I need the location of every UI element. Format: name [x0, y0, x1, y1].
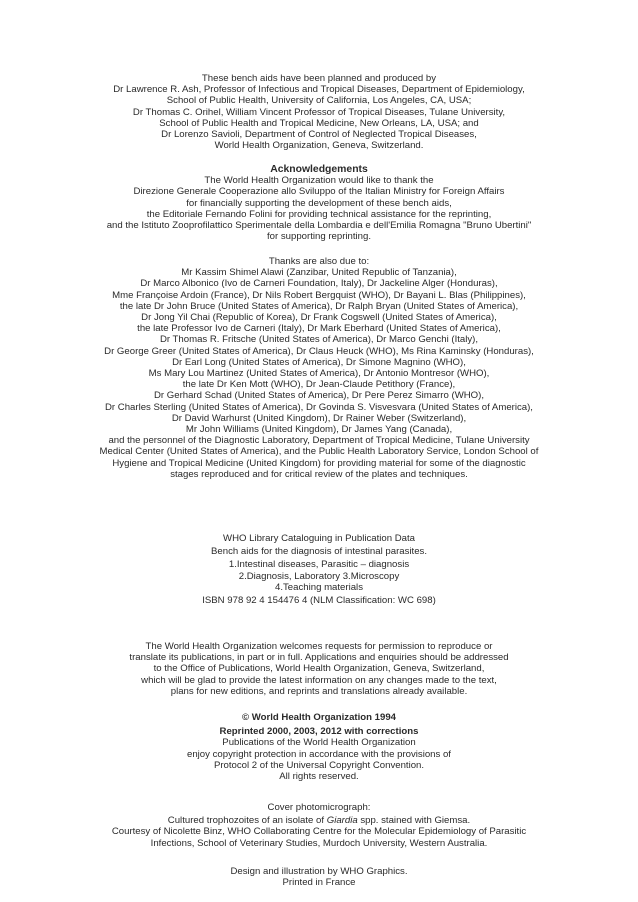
acknowledgements-line: for supporting reprinting.: [267, 231, 371, 243]
thanks-line: Mr Kassim Shimel Alawi (Zanzibar, United Republic of Tanzania),: [181, 267, 457, 279]
acknowledgements-section: [0, 164, 638, 242]
thanks-line: and the personnel of the Diagnostic Laboratory, Department of Tropical Medicine, Tulane University: [108, 435, 530, 447]
thanks-line: Hygiene and Tropical Medicine (United Kingdom) for providing material for some of the diagnostic: [112, 457, 526, 469]
acknowledgements-line: the Editoriale Fernando Folini for providing technical assistance for the reprinting,: [146, 208, 492, 220]
cover-genus: Giardia: [326, 815, 358, 827]
acknowledgements-line: for financially supporting the development of these bench aids,: [186, 197, 452, 209]
copyright-notice: © World Health Organization 1994: [241, 712, 397, 723]
permissions-line: to the Office of Publications, World Health Organization, Geneva, Switzerland,: [153, 663, 485, 675]
cover-description-pre: Cultured trophozoites of an isolate of: [167, 815, 327, 827]
thanks-heading: Thanks are also due to:: [268, 256, 370, 267]
design-credit: Design and illustration by WHO Graphics.: [230, 866, 408, 877]
footer-section: [0, 866, 638, 888]
cataloguing-section: [0, 533, 638, 606]
thanks-line: Mme Françoise Ardoin (France), Dr Nils Robert Bergquist (WHO), Dr Bayani L. Blas (Philippines),: [112, 289, 526, 301]
acknowledgements-line: The World Health Organization would like to thank the: [204, 175, 434, 187]
cover-credit: Infections, School of Veterinary Studies, Murdoch University, Western Australia.: [150, 837, 488, 849]
credits-section: [0, 73, 638, 151]
thanks-section: [0, 256, 638, 480]
thanks-line: the late Professor Ivo de Carneri (Italy), Dr Mark Eberhard (United States of America),: [137, 323, 501, 335]
thanks-line: Dr Jong Yil Chai (Republic of Korea), Dr Frank Cogswell (United States of America),: [141, 312, 497, 324]
credits-line: School of Public Health and Tropical Medicine, New Orleans, LA, USA; and: [159, 117, 479, 129]
thanks-line: stages reproduced and for critical review of the plates and techniques.: [170, 468, 468, 480]
cataloguing-heading: WHO Library Cataloguing in Publication Data: [223, 533, 415, 544]
cover-section: [0, 802, 638, 849]
credits-line: World Health Organization, Geneva, Switzerland.: [214, 140, 424, 152]
credits-line: Dr Lawrence R. Ash, Professor of Infectious and Tropical Diseases, Department of Epidemiology,: [113, 84, 525, 96]
copyright-line: Protocol 2 of the Universal Copyright Convention.: [213, 759, 425, 771]
thanks-line: Mr John Williams (United Kingdom), Dr James Yang (Canada),: [185, 424, 453, 436]
permissions-line: translate its publications, in part or in full. Applications and enquiries should be addressed: [129, 652, 509, 664]
credits-line: Dr Lorenzo Savioli, Department of Control of Neglected Tropical Diseases,: [161, 129, 477, 141]
permissions-line: which will be glad to provide the latest information on any changes made to the text,: [141, 674, 497, 686]
permissions-section: [0, 641, 638, 697]
cover-heading: Cover photomicrograph:: [267, 802, 371, 813]
copyright-line: Publications of the World Health Organization: [222, 737, 416, 749]
thanks-line: Dr Marco Albonico (Ivo de Carneri Foundation, Italy), Dr Jackeline Alger (Honduras),: [140, 278, 498, 290]
thanks-line: Dr Earl Long (United States of America), Dr Simone Magnino (WHO),: [172, 356, 466, 368]
printed-in: Printed in France: [282, 877, 356, 889]
cataloguing-subject: 1.Intestinal diseases, Parasitic – diagnosis: [228, 559, 410, 571]
thanks-line: Medical Center (United States of America), and the Public Health Laboratory Service, London School of: [99, 446, 539, 458]
thanks-line: Dr Charles Sterling (United States of America), Dr Govinda S. Visvesvara (United States of America),: [105, 401, 533, 413]
acknowledgements-line: Direzione Generale Cooperazione allo Sviluppo of the Italian Ministry for Foreign Affairs: [133, 186, 505, 198]
thanks-line: the late Dr Ken Mott (WHO), Dr Jean-Claude Petithory (France),: [182, 379, 456, 391]
permissions-line: plans for new editions, and reprints and translations already available.: [170, 685, 468, 697]
thanks-line: Dr George Greer (United States of America), Dr Claus Heuck (WHO), Ms Rina Kaminsky (Honduras),: [104, 345, 534, 357]
thanks-line: Dr David Warhurst (United Kingdom), Dr Rainer Weber (Switzerland),: [171, 412, 467, 424]
thanks-line: the late Dr John Bruce (United States of America), Dr Ralph Bryan (United States of America),: [119, 300, 519, 312]
cover-description-post: spp. stained with Giemsa.: [357, 815, 471, 827]
acknowledgements-heading: Acknowledgements: [270, 164, 368, 175]
thanks-line: Ms Mary Lou Martinez (United States of America), Dr Antonio Montresor (WHO),: [148, 368, 490, 380]
thanks-line: Dr Gerhard Schad (United States of America), Dr Pere Perez Simarro (WHO),: [153, 390, 484, 402]
credits-line: Dr Thomas C. Orihel, William Vincent Professor of Tropical Diseases, Tulane University,: [132, 106, 506, 118]
cataloguing-title: Bench aids for the diagnosis of intestinal parasites.: [211, 546, 427, 558]
cover-description: [0, 815, 638, 826]
credits-line: These bench aids have been planned and produced by: [201, 73, 437, 84]
thanks-line: Dr Thomas R. Fritsche (United States of America), Dr Marco Genchi (Italy),: [159, 334, 479, 346]
cataloguing-subject: 2.Diagnosis, Laboratory 3.Microscopy: [238, 570, 400, 582]
isbn-line: ISBN 978 92 4 154476 4 (NLM Classification: WC 698): [202, 595, 436, 607]
copyright-line: enjoy copyright protection in accordance with the provisions of: [187, 748, 451, 760]
cover-credit: Courtesy of Nicolette Binz, WHO Collaborating Centre for the Molecular Epidemiology of Parasitic: [111, 826, 527, 838]
credits-line: School of Public Health, University of California, Los Angeles, CA, USA;: [166, 95, 472, 107]
copyright-section: [0, 712, 638, 782]
cataloguing-subject: 4.Teaching materials: [275, 581, 363, 593]
permissions-line: The World Health Organization welcomes requests for permission to reproduce or: [145, 641, 493, 652]
acknowledgements-line: and the Istituto Zooprofilattico Sperimentale della Lombardia e dell'Emilia Romagna "Bruno Ubertini": [106, 220, 532, 232]
reprint-notice: Reprinted 2000, 2003, 2012 with corrections: [219, 726, 419, 738]
copyright-line: All rights reserved.: [279, 771, 359, 783]
